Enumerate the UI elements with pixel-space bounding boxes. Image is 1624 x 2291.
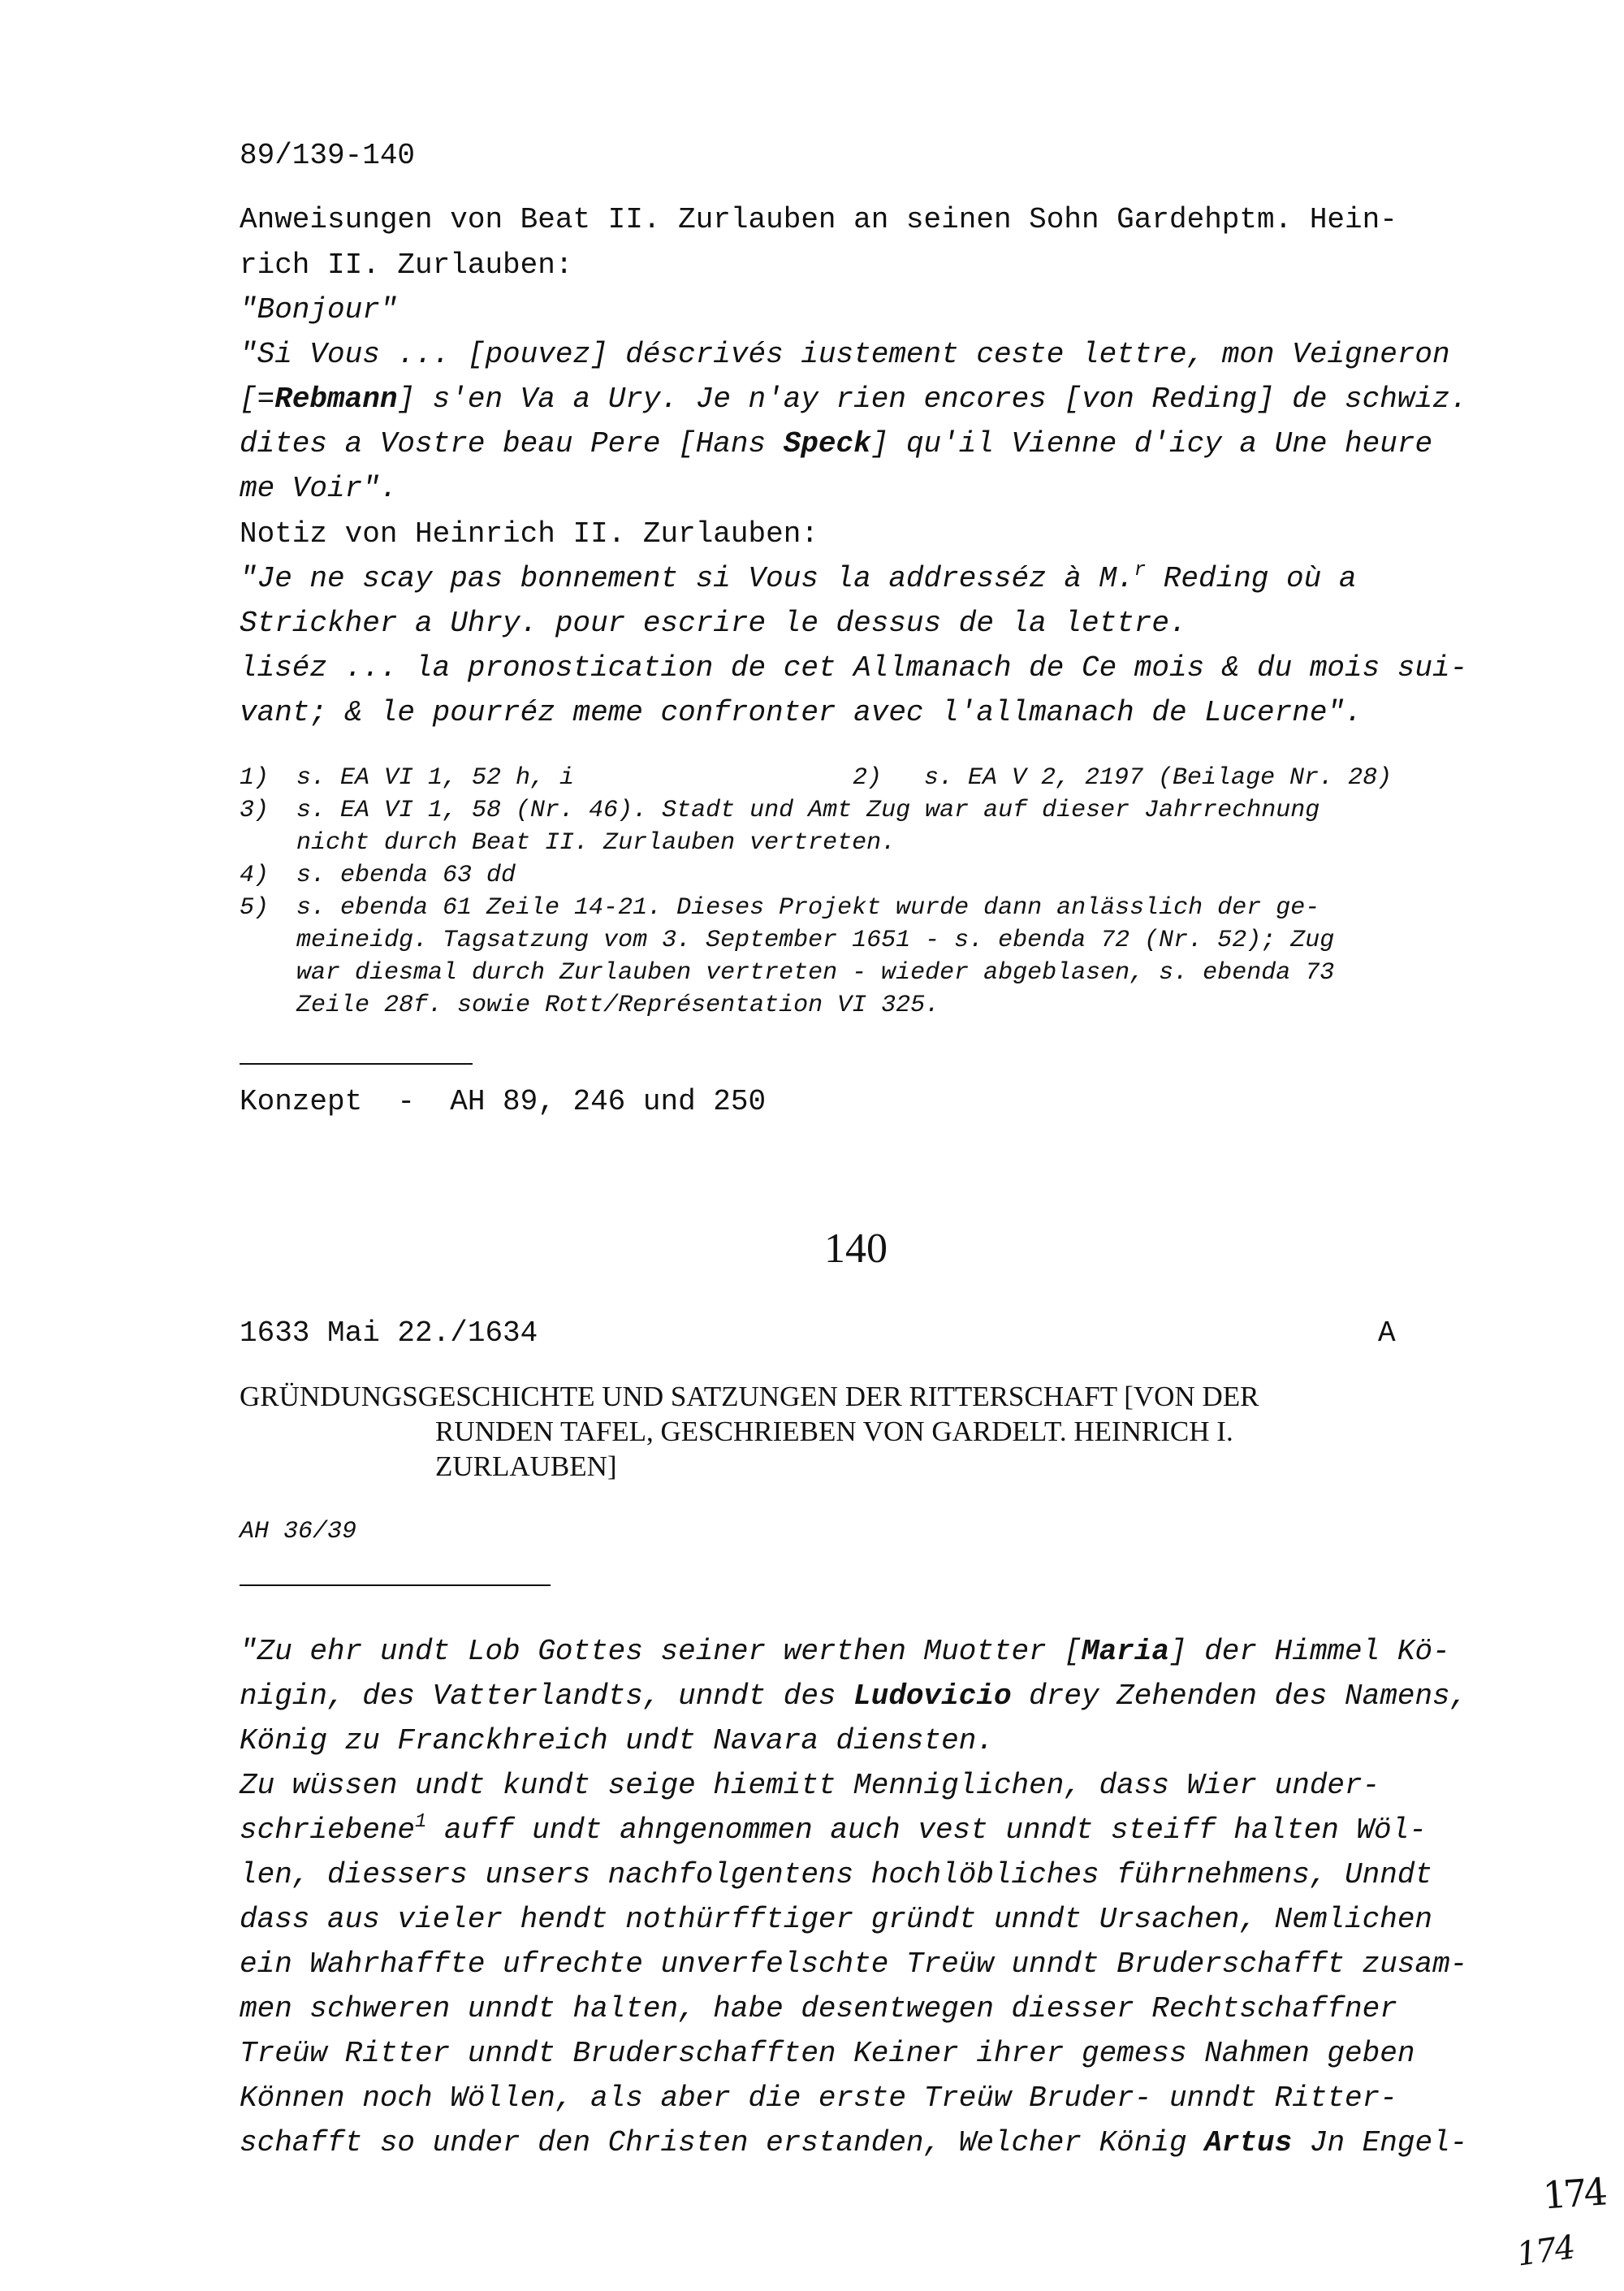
archive-reference: AH 36/39 xyxy=(240,1518,357,1545)
title-line: ZURLAUBEN] xyxy=(435,1450,617,1482)
document-date: 1633 Mai 22./1634 xyxy=(240,1316,538,1350)
text-line: [=Rebmann] s'en Va a Ury. Je n'ay rien encores [von Reding] de schwiz. xyxy=(240,383,1468,416)
text-line: liséz ... la pronostication de cet Allmanach de Ce mois & du mois sui- xyxy=(240,651,1468,685)
superscript: 1 xyxy=(415,1811,427,1833)
text-line: Treüw Ritter unndt Bruderschafften Keiner ihrer gemess Nahmen geben xyxy=(240,2037,1415,2070)
bold-name: Ludovicio xyxy=(853,1679,1012,1713)
handwritten-folio-mark: 174 xyxy=(1541,2169,1606,2218)
document-marker: A xyxy=(1378,1316,1396,1350)
bold-name: Artus xyxy=(1204,2126,1293,2159)
title-line: GRÜNDUNGSGESCHICHTE UND SATZUNGEN DER RITTERSCHAFT [VON DER xyxy=(240,1381,1259,1412)
bold-name: Maria xyxy=(1081,1635,1169,1668)
text-line: schriebene$^1$ auff undt ahngenommen auch vest unndt steiff halten Wöl- xyxy=(240,1811,1427,1847)
text-line: Können noch Wöllen, als aber die erste Treüw Bruder- unndt Ritter- xyxy=(240,2081,1397,2115)
text-line: Notiz von Heinrich II. Zurlauben: xyxy=(240,517,818,551)
text-line: dites a Vostre beau Pere [Hans Speck] qu'il Vienne d'icy a Une heure xyxy=(240,427,1433,460)
footnote-text: Zeile 28f. sowie Rott/Représentation VI 325. xyxy=(296,992,940,1019)
footnote-number: 2) xyxy=(853,764,883,792)
text-line: Anweisungen von Beat II. Zurlauben an seinen Sohn Gardehptm. Hein- xyxy=(240,203,1397,236)
superscript: r xyxy=(1134,560,1147,581)
footnote-number: 1) xyxy=(240,764,270,792)
footnote-text: s. EA VI 1, 52 h, i xyxy=(296,764,575,792)
text-line: men schweren unndt halten, habe desentwegen diesser Rechtschaffner xyxy=(240,1992,1397,2025)
text-line: len, diessers unsers nachfolgentens hochlöbliches führnehmens, Unndt xyxy=(240,1858,1433,1891)
text-line: dass aus vieler hendt nothürfftiger gründt unndt Ursachen, Nemlichen xyxy=(240,1903,1433,1936)
text-line: "Si Vous ... [pouvez] déscrivés iustement ceste lettre, mon Veigneron xyxy=(240,338,1450,371)
footnote-number: 3) xyxy=(240,797,270,824)
divider-rule xyxy=(240,1584,551,1586)
handwritten-folio-mark: 174 xyxy=(1514,2228,1577,2274)
document-reference: 89/139-140 xyxy=(240,139,416,172)
text-line: vant; & le pourréz meme confronter avec l'allmanach de Lucerne". xyxy=(240,696,1363,729)
footnote-text: s. ebenda 61 Zeile 14-21. Dieses Projekt wurde dann anlässlich der ge- xyxy=(296,894,1320,922)
text-line: Zu wüssen undt kundt seige hiemitt Menniglichen, dass Wier under- xyxy=(240,1769,1380,1802)
text-line: rich II. Zurlauben: xyxy=(240,249,573,282)
text-line: König zu Franckhreich undt Navara diensten. xyxy=(240,1724,994,1757)
footnote-text: nicht durch Beat II. Zurlauben vertreten. xyxy=(296,829,896,857)
text-line: me Voir". xyxy=(240,472,398,505)
footnote-text: war diesmal durch Zurlauben vertreten - wieder abgeblasen, s. ebenda 73 xyxy=(296,959,1335,987)
text-line: ein Wahrhaffte ufrechte unverfelschte Treüw unndt Bruderschafft zusam- xyxy=(240,1947,1468,1981)
footnote-text: s. ebenda 63 dd xyxy=(296,862,516,889)
footnote-text: s. EA V 2, 2197 (Beilage Nr. 28) xyxy=(924,764,1393,792)
text-line: "Je ne scay pas bonnement si Vous la addresséz à M.$^r$ Reding où a xyxy=(240,560,1357,595)
footnote-text: meineidg. Tagsatzung vom 3. September 1651 - s. ebenda 72 (Nr. 52); Zug xyxy=(296,927,1335,954)
bold-name: Rebmann xyxy=(274,383,398,416)
footnote-number: 4) xyxy=(240,862,270,889)
divider-rule xyxy=(240,1063,473,1065)
bold-name: Speck xyxy=(783,427,871,460)
source-note: Konzept - AH 89, 246 und 250 xyxy=(240,1085,767,1118)
text-line: nigin, des Vatterlandts, unndt des Ludovicio drey Zehenden des Namens, xyxy=(240,1679,1468,1713)
text-line: schafft so under den Christen erstanden, Welcher König Artus Jn Engel- xyxy=(240,2126,1468,2159)
text-line: "Bonjour" xyxy=(240,293,398,326)
document-number: 140 xyxy=(824,1225,888,1272)
footnote-number: 5) xyxy=(240,894,270,922)
text-line: "Zu ehr undt Lob Gottes seiner werthen Muotter [Maria] der Himmel Kö- xyxy=(240,1635,1450,1668)
title-line: RUNDEN TAFEL, GESCHRIEBEN VON GARDELT. HEINRICH I. xyxy=(435,1416,1233,1447)
footnote-text: s. EA VI 1, 58 (Nr. 46). Stadt und Amt Zug war auf dieser Jahrrechnung xyxy=(296,797,1320,824)
text-line: Strickher a Uhry. pour escrire le dessus de la lettre. xyxy=(240,607,1187,640)
